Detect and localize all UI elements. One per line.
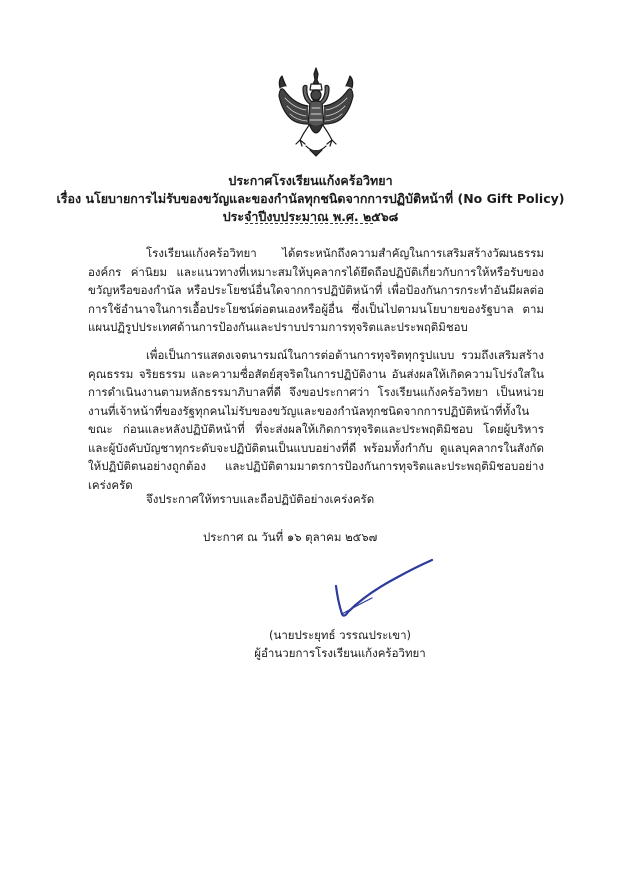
signatory-position: ผู้อำนวยการโรงเรียนแก้งคร้อวิทยา — [254, 646, 426, 660]
body-paragraph-2: เพื่อเป็นการแสดงเจตนารมณ์ในการต่อต้านการทุจริตทุกรูปแบบ รวมถึงเสริมสร้างคุณธรรม จริยธรรม และความซื่อสัตย์สุจริตในการปฏิบัติงาน อันส่งผลให้เกิดความโปร่งใสในการดำเนินงานตามหลักธรรมาภิบาลที่ดี จึงขอประกาศว่า โรงเรียนแก้งคร้อวิทยา เป็นหน่วยงานที่เจ้าหน้าที่ของรัฐทุกคนไม่รับของขวัญและของกำนัลทุกชนิดจากการปฏิบัติหน้าที่ทั้งในขณะ ก่อนและหลังปฏิบัติหน้าที่ ที่จะส่งผลให้เกิดการทุจริตและประพฤติมิชอบ โดยผู้บริหารและผู้บังคับบัญชาทุกระดับจะปฏิบัติตนเป็นแบบอย่างที่ดี พร้อมทั้งกำกับ ดูแลบุคลากรในสังกัดให้ปฏิบัติตนอย่างถูกต้อง และปฏิบัติตามมาตรการป้องกันการทุจริตและประพฤติมิชอบอย่างเคร่งครัด — [88, 348, 544, 492]
signature-icon — [326, 556, 436, 622]
fiscal-year: ประจำปีงบประมาณ พ.ศ. ๒๕๖๘ — [222, 209, 399, 224]
garuda-emblem-icon — [276, 66, 356, 158]
body-paragraph-1: โรงเรียนแก้งคร้อวิทยา ได้ตระหนักถึงความสำคัญในการเสริมสร้างวัฒนธรรมองค์กร ค่านิยม และแนวทางที่เหมาะสมให้บุคลากรได้ยึดถือปฏิบัติเกี่ยวกับการให้หรือรับของขวัญหรือของกำนัล หรือประโยชน์อื่นใดจากการปฏิบัติหน้าที่ เพื่อป้องกันการกระทำอันมีผลต่อการใช้อำนาจในการเอื้อประโยชน์ต่อตนเองหรือผู้อื่น ซึ่งเป็นไปตามนโยบายของรัฐบาล ตามแผนปฏิรูปประเทศด้านการป้องกันและปราบปรามการทุจริตและประพฤติมิชอบ — [88, 246, 544, 334]
announcement-title: ประกาศโรงเรียนแก้งคร้อวิทยา — [228, 173, 393, 188]
announcement-subject: เรื่อง นโยบายการไม่รับของขวัญและของกำนัลทุกชนิดจากการปฏิบัติหน้าที่ (No Gift Policy) — [56, 191, 565, 206]
signatory-name: (นายประยุทธ์ วรรณประเขา) — [268, 628, 412, 642]
announcement-date: ประกาศ ณ วันที่ ๑๖ ตุลาคม ๒๕๖๗ — [203, 530, 378, 544]
body-paragraph-3: จึงประกาศให้ทราบและถือปฏิบัติอย่างเคร่งครัด — [146, 492, 375, 506]
separator-line — [245, 223, 373, 224]
